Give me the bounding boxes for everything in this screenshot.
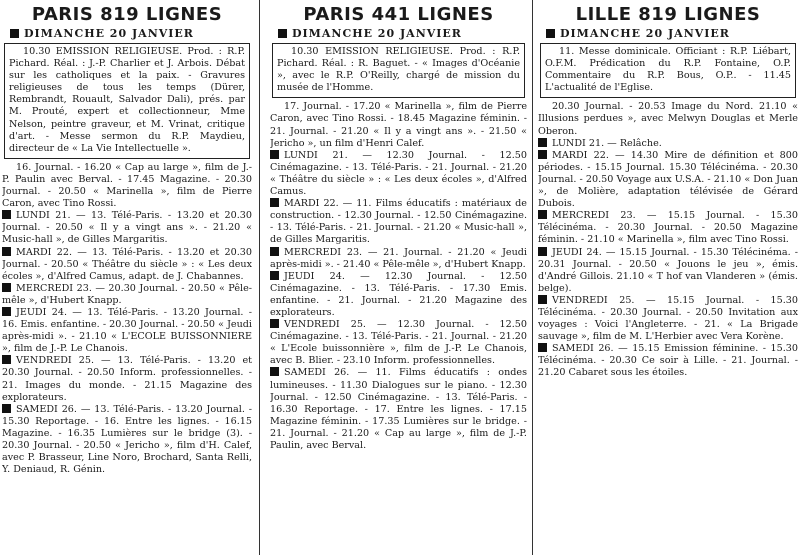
square-bullet-icon — [270, 319, 279, 328]
sunday-program: 17. Journal. - 17.20 « Marinella », film de Pierre Caron, avec Tino Rossi. - 18.45 Magazine féminin. - 21. Journal. - 21.20 « Il y a vingt ans ». - 21.50 « Jericho », un film d'Henri Calef. — [270, 101, 527, 149]
day-entry — [270, 367, 527, 452]
day-program: 22. — 14.30 Mire de définition et 800 périodes. - 15.15 Journal. 15.30 Télécinéma. - 20.30 Journal. - 20.50 Voyage aux U.S.A. - 21.10 « Don Juan », de Molière, adaptation télévisée de Gérard Dubois. — [538, 149, 798, 210]
day-program: 26. — 13. Télé-Paris. - 13.20 Journal. - 15.30 Reportage. - 16. Entre les lignes. - 16.15 Magazine. - 16.35 Lumières sur le bridge (3). - 20.30 Journal. - 20.50 « Jericho », film d'H. Calef, avec P. Brasseur, Line Noro, Brochard, Santa Relli, Y. Deniaud, R. Génin. — [2, 403, 252, 476]
day-entry — [538, 210, 798, 246]
day-entry — [538, 138, 798, 150]
box-text: 10.30 EMISSION RELIGIEUSE. Prod. : R.P. Pichard. Réal. : J.-P. Charlier et J. Arbois. Débat sur les catholiques et la paix. - Gravures religieuses de tous les temps (Dürer, Rembrandt, Rouault, Salvador Dali), prés. par M. Prouté, expert et collectionneur, Mme Nelson, peintre graveur, et M. Vrinat, critique d'art. - Messe sermon du R.P. Maydieu, directeur de « La Vie Intellectuelle ». — [9, 46, 245, 154]
day-entry — [2, 247, 252, 283]
sunday-label: DIMANCHE 20 JANVIER — [292, 27, 462, 40]
day-program: 21. — 13. Télé-Paris. - 13.20 et 20.30 Journal. - 20.50 « Il y a vingt ans ». - 21.20 « Music-hall », de Gilles Margaritis. — [2, 210, 252, 246]
square-bullet-icon — [538, 150, 547, 159]
square-bullet-icon — [538, 138, 547, 147]
square-bullet-icon — [2, 307, 11, 316]
channel-title: PARIS 819 LIGNES — [31, 4, 223, 25]
column-paris-819 — [2, 0, 252, 555]
sunday-label: DIMANCHE 20 JANVIER — [560, 27, 730, 40]
day-entry — [270, 150, 527, 198]
day-name: JEUDI — [16, 306, 47, 318]
day-name: VENDREDI — [16, 355, 72, 367]
square-bullet-icon — [546, 29, 555, 38]
column-lille-819 — [538, 0, 798, 555]
day-name: JEUDI — [552, 246, 583, 258]
square-bullet-icon — [278, 29, 287, 38]
day-program: 22. — 13. Télé-Paris. - 13.20 et 20.30 Journal. - 20.50 « Théâtre du siècle » : « Les deux écoles », d'Alfred Camus, adapt. de J. Chabannes. — [2, 246, 252, 282]
day-name: MERCREDI — [16, 282, 74, 294]
square-bullet-icon — [2, 404, 11, 413]
day-entry — [538, 295, 798, 343]
sunday-program: 16. Journal. - 16.20 « Cap au large », film de J.-P. Paulin avec Berval. - 17.45 Magazine. - 20.30 Journal. - 20.50 « Marinella », film de Pierre Caron, avec Tino Rossi. — [2, 161, 252, 210]
channel-title: PARIS 441 LIGNES — [303, 4, 494, 25]
day-name: LUNDI — [552, 137, 586, 149]
day-program: 21. — Relâche. — [588, 137, 662, 149]
day-program: 23. — 20.30 Journal. - 20.50 « Pêle-mêle », d'Hubert Knapp. — [2, 282, 252, 306]
day-entry — [2, 283, 252, 307]
day-entry — [270, 198, 527, 246]
day-program: 23. — 21. Journal. - 21.20 « Jeudi après-midi ». - 21.40 « Pêle-mêle », d'Hubert Knapp. — [270, 246, 527, 270]
day-program: 21. — 12.30 Journal. - 12.50 Cinémagazine. - 13. Télé-Paris. - 21. Journal. - 21.20 « Théâtre du siècle » : « Les deux écoles », d'Alfred Camus. — [270, 149, 527, 198]
day-program: 26. — 11. Films éducatifs : ondes lumineuses. - 11.30 Dialogues sur le piano. - 12.30 Journal. - 12.50 Cinémagazine. - 13. Télé-Paris. - 16.30 Reportage. - 17. Entre les lignes. - 17.15 Magazine féminin. - 17.35 Lumières sur le bridge. - 21. Journal. - 21.20 « Cap au large », film de J.-P. Paulin, avec Berval. — [270, 367, 527, 451]
square-bullet-icon — [2, 355, 11, 364]
day-program: 24. — 13. Télé-Paris. - 13.20 Journal. - 16. Emis. enfantine. - 20.30 Journal. - 20.50 « Jeudi après-midi ». - 21.10 « L'ECOLE BUISSONNIERE », film de J.-P. Le Chanois. — [2, 306, 252, 355]
day-name: MARDI — [552, 149, 588, 161]
day-name: LUNDI — [16, 210, 50, 222]
sunday-heading — [546, 27, 798, 40]
day-name: MARDI — [16, 246, 52, 258]
day-name: MERCREDI — [284, 246, 342, 258]
column-paris-441 — [270, 0, 527, 555]
square-bullet-icon — [538, 247, 547, 256]
square-bullet-icon — [538, 295, 547, 304]
religious-box — [4, 43, 250, 159]
day-entry — [270, 247, 527, 271]
day-entry — [270, 271, 527, 319]
sunday-label: DIMANCHE 20 JANVIER — [24, 27, 194, 40]
square-bullet-icon — [538, 343, 547, 352]
square-bullet-icon — [538, 210, 547, 219]
square-bullet-icon — [270, 150, 279, 159]
religious-box — [272, 43, 525, 98]
day-entry — [270, 319, 527, 367]
channel-title: LILLE 819 LIGNES — [575, 4, 761, 25]
day-program: 25. — 15.15 Journal. - 15.30 Télécinéma. - 20.30 Journal. - 20.50 Invitation aux voyages : Voici l'Angleterre. - 21. « La Brigade sauvage », film de M. L'Herbier avec Vera Korène. — [538, 294, 798, 343]
day-program: 24. — 12.30 Journal. - 12.50 Cinémagazine. - 13. Télé-Paris. - 17.30 Emis. enfantine. - 21. Journal. - 21.20 Magazine des explorateurs. — [270, 270, 527, 318]
square-bullet-icon — [270, 247, 279, 256]
day-entry — [538, 150, 798, 210]
square-bullet-icon — [2, 247, 11, 256]
column-divider — [259, 0, 260, 555]
square-bullet-icon — [10, 29, 19, 38]
day-program: 25. — 13. Télé-Paris. - 13.20 et 20.30 Journal. - 20.50 Inform. professionnelles. - 21. Images du monde. - 21.15 Magazine des explorateurs. — [2, 355, 252, 403]
box-text: 10.30 EMISSION RELIGIEUSE. Prod. : R.P. Pichard. Réal. : R. Baguet. - « Images d'Océanie », avec le R.P. O'Reilly, chargé de mission du musée de l'Homme. — [277, 46, 520, 94]
square-bullet-icon — [270, 198, 279, 207]
day-name: VENDREDI — [552, 294, 608, 306]
day-name: MERCREDI — [552, 210, 610, 222]
day-entry — [2, 210, 252, 246]
column-divider — [532, 0, 533, 555]
day-program: 23. — 15.15 Journal. - 15.30 Télécinéma. - 20.30 Journal. - 20.50 Magazine féminin. - 21.10 « Marinella », film avec Tino Rossi. — [538, 210, 798, 246]
day-entry — [538, 343, 798, 379]
sunday-heading — [278, 27, 527, 40]
square-bullet-icon — [270, 271, 279, 280]
day-entry — [2, 404, 252, 477]
day-name: SAMEDI — [552, 343, 594, 355]
day-program: 26. — 15.15 Emission féminine. - 15.30 Télécinéma. - 20.30 Ce soir à Lille. - 21. Journal. - 21.20 Cabaret sous les étoiles. — [538, 343, 798, 379]
day-entry — [2, 355, 252, 403]
day-entry — [2, 307, 252, 355]
day-name: SAMEDI — [16, 403, 58, 415]
day-entry — [538, 247, 798, 295]
square-bullet-icon — [2, 283, 11, 292]
square-bullet-icon — [2, 210, 11, 219]
day-program: 22. — 11. Films éducatifs : matériaux de construction. - 12.30 Journal. - 12.50 Cinémagazine. - 13. Télé-Paris. - 21. Journal. - 21.20 « Music-hall », de Gilles Margaritis. — [270, 198, 527, 246]
square-bullet-icon — [270, 367, 279, 376]
day-name: LUNDI — [284, 149, 318, 161]
sunday-heading — [10, 27, 252, 40]
day-program: 24. — 15.15 Journal. - 15.30 Télécinéma. - 20.31 Journal. - 20.50 « Jouons le jeu », émis. d'André Gillois. 21.10 « T hof van Vlanderen » (émis. belge). — [538, 246, 798, 294]
day-name: SAMEDI — [284, 367, 326, 379]
day-program: 25. — 12.30 Journal. - 12.50 Cinémagazine. - 13. Télé-Paris. - 21. Journal. - 21.20 « L'Ecole buissonnière », film de J.-P. Le Chanois, avec B. Blier. - 23.10 Inform. professionnelles. — [270, 319, 527, 367]
religious-box — [540, 43, 796, 98]
day-name: VENDREDI — [284, 319, 340, 331]
day-name: JEUDI — [284, 270, 315, 282]
box-text: 11. Messe dominicale. Officiant : R.P. Liébart, O.F.M. Prédication du R.P. Fontaine, O.P. Commentaire du R.P. Bous, O.P.. - 11.45 L'actualité de l'Eglise. — [545, 46, 791, 94]
sunday-program: 20.30 Journal. - 20.53 Image du Nord. 21.10 « Illusions perdues », avec Melwyn Douglas et Merle Oberon. — [538, 101, 798, 137]
day-name: MARDI — [284, 198, 320, 210]
